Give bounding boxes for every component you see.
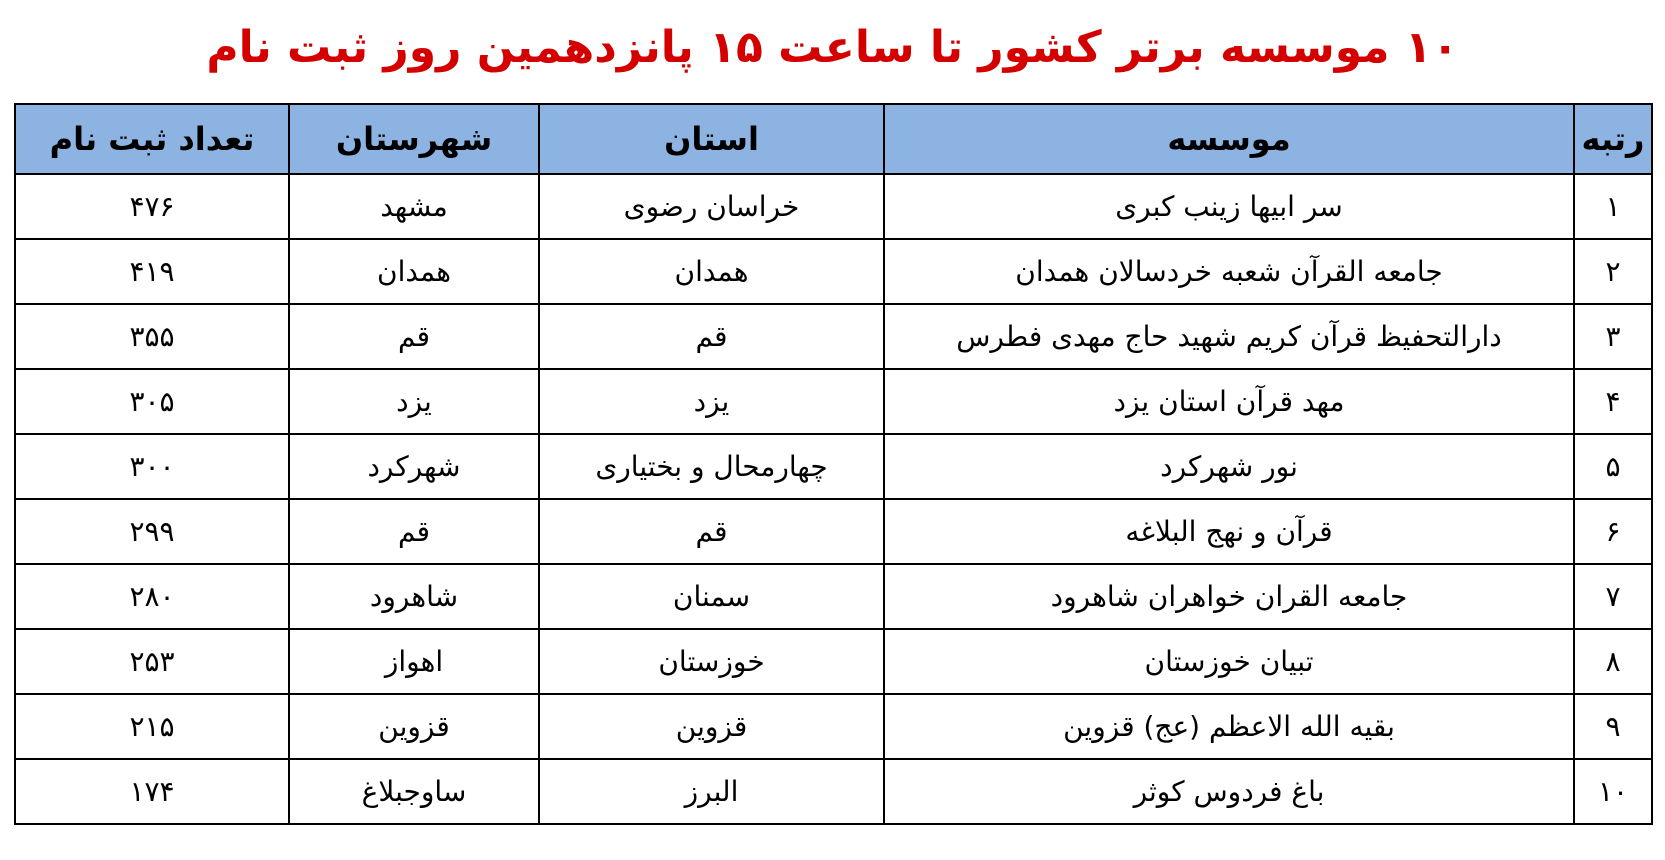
cell-institution: باغ فردوس کوثر: [884, 759, 1574, 824]
cell-institution: سر ابیها زینب کبری: [884, 174, 1574, 239]
cell-institution: تبیان خوزستان: [884, 629, 1574, 694]
ranking-table: [14, 103, 1653, 825]
table-row: [15, 174, 1652, 239]
header-row: [15, 104, 1652, 174]
cell-institution: جامعه القرآن شعبه خردسالان همدان: [884, 239, 1574, 304]
cell-count: ۱۷۴: [15, 759, 289, 824]
cell-city: قم: [289, 304, 539, 369]
cell-city: مشهد: [289, 174, 539, 239]
header-rank: رتبه: [1574, 104, 1652, 174]
cell-city: قم: [289, 499, 539, 564]
cell-city: همدان: [289, 239, 539, 304]
header-city: شهرستان: [289, 104, 539, 174]
table-row: [15, 629, 1652, 694]
cell-province: قم: [539, 499, 884, 564]
cell-province: قم: [539, 304, 884, 369]
cell-province: البرز: [539, 759, 884, 824]
header-institution: موسسه: [884, 104, 1574, 174]
cell-province: سمنان: [539, 564, 884, 629]
table-row: [15, 304, 1652, 369]
table-body: [15, 174, 1652, 824]
cell-institution: جامعه القران خواهران شاهرود: [884, 564, 1574, 629]
cell-city: شاهرود: [289, 564, 539, 629]
cell-count: ۴۷۶: [15, 174, 289, 239]
cell-city: شهرکرد: [289, 434, 539, 499]
cell-count: ۳۰۰: [15, 434, 289, 499]
cell-rank: ۲: [1574, 239, 1652, 304]
cell-city: ساوجبلاغ: [289, 759, 539, 824]
cell-province: خراسان رضوی: [539, 174, 884, 239]
cell-institution: نور شهرکرد: [884, 434, 1574, 499]
table-row: [15, 759, 1652, 824]
cell-rank: ۹: [1574, 694, 1652, 759]
cell-city: قزوین: [289, 694, 539, 759]
page-title: ۱۰ موسسه برتر کشور تا ساعت ۱۵ پانزدهمین روز ثبت نام: [206, 22, 1459, 73]
cell-province: چهارمحال و بختیاری: [539, 434, 884, 499]
cell-count: ۲۵۳: [15, 629, 289, 694]
table-row: [15, 239, 1652, 304]
cell-count: ۲۱۵: [15, 694, 289, 759]
cell-count: ۴۱۹: [15, 239, 289, 304]
cell-rank: ۸: [1574, 629, 1652, 694]
table-row: [15, 434, 1652, 499]
cell-rank: ۱: [1574, 174, 1652, 239]
cell-province: همدان: [539, 239, 884, 304]
header-province: استان: [539, 104, 884, 174]
cell-rank: ۷: [1574, 564, 1652, 629]
table-row: [15, 564, 1652, 629]
cell-count: ۳۰۵: [15, 369, 289, 434]
cell-rank: ۵: [1574, 434, 1652, 499]
cell-province: خوزستان: [539, 629, 884, 694]
cell-institution: دارالتحفیظ قرآن کریم شهید حاج مهدی فطرس: [884, 304, 1574, 369]
cell-rank: ۶: [1574, 499, 1652, 564]
cell-institution: قرآن و نهج البلاغه: [884, 499, 1574, 564]
cell-rank: ۱۰: [1574, 759, 1652, 824]
table-header: [15, 104, 1652, 174]
cell-province: یزد: [539, 369, 884, 434]
cell-count: ۲۸۰: [15, 564, 289, 629]
cell-institution: مهد قرآن استان یزد: [884, 369, 1574, 434]
cell-count: ۲۹۹: [15, 499, 289, 564]
cell-institution: بقیه الله الاعظم (عج) قزوین: [884, 694, 1574, 759]
table-row: [15, 369, 1652, 434]
table-row: [15, 694, 1652, 759]
cell-count: ۳۵۵: [15, 304, 289, 369]
cell-city: یزد: [289, 369, 539, 434]
cell-rank: ۴: [1574, 369, 1652, 434]
table-row: [15, 499, 1652, 564]
header-count: تعداد ثبت نام: [15, 104, 289, 174]
cell-rank: ۳: [1574, 304, 1652, 369]
cell-province: قزوین: [539, 694, 884, 759]
cell-city: اهواز: [289, 629, 539, 694]
